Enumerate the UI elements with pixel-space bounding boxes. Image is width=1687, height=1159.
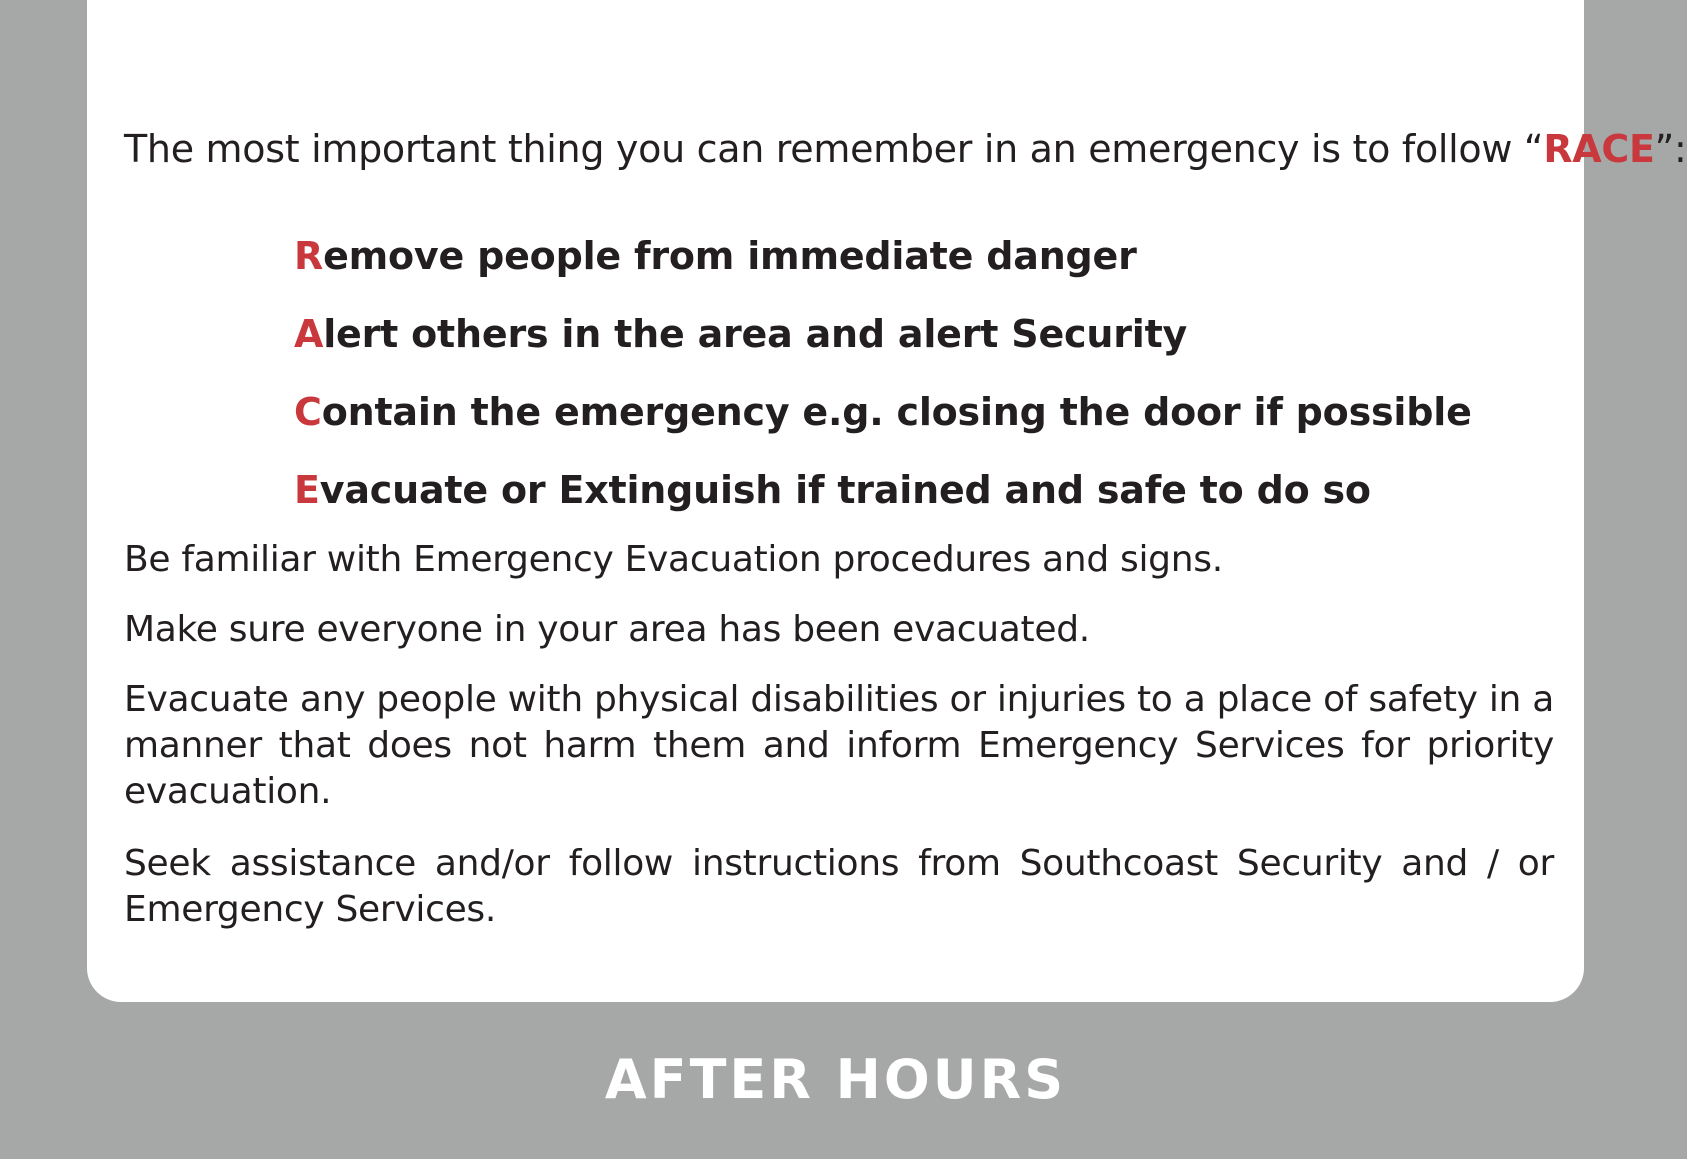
race-keyword: RACE [1543, 127, 1655, 171]
paragraph-disabilities: Evacuate any people with physical disabilities or injuries to a place of safety in a manner that does not harm them and inform Emergency Services for priority evacuation. [124, 679, 1554, 812]
race-item-evacuate [294, 465, 1371, 515]
race-item-alert [294, 309, 1187, 359]
race-item-contain [294, 387, 1472, 437]
section-title-after-hours: AFTER HOURS [604, 1048, 1067, 1111]
race-item-text: vacuate or Extinguish if trained and safe to do so [319, 468, 1371, 512]
race-letter: E [294, 468, 320, 512]
race-item-text: emove people from immediate danger [323, 234, 1137, 278]
race-item-text: ontain the emergency e.g. closing the door if possible [321, 390, 1472, 434]
race-intro [124, 124, 1687, 174]
intro-text: The most important thing you can remember in an emergency is to follow “ [124, 127, 1544, 171]
paragraph-procedures: Be familiar with Emergency Evacuation procedures and signs. [124, 539, 1223, 580]
intro-end: ”: [1654, 127, 1687, 171]
paragraph-assistance: Seek assistance and/or follow instructions from Southcoast Security and / or Emergency Services. [124, 843, 1554, 930]
race-letter: A [294, 312, 324, 356]
race-item-remove [294, 231, 1137, 281]
race-item-text: lert others in the area and alert Security [323, 312, 1188, 356]
race-letter: C [294, 390, 322, 434]
race-letter: R [294, 234, 324, 278]
paragraph-evacuated: Make sure everyone in your area has been evacuated. [124, 609, 1090, 650]
